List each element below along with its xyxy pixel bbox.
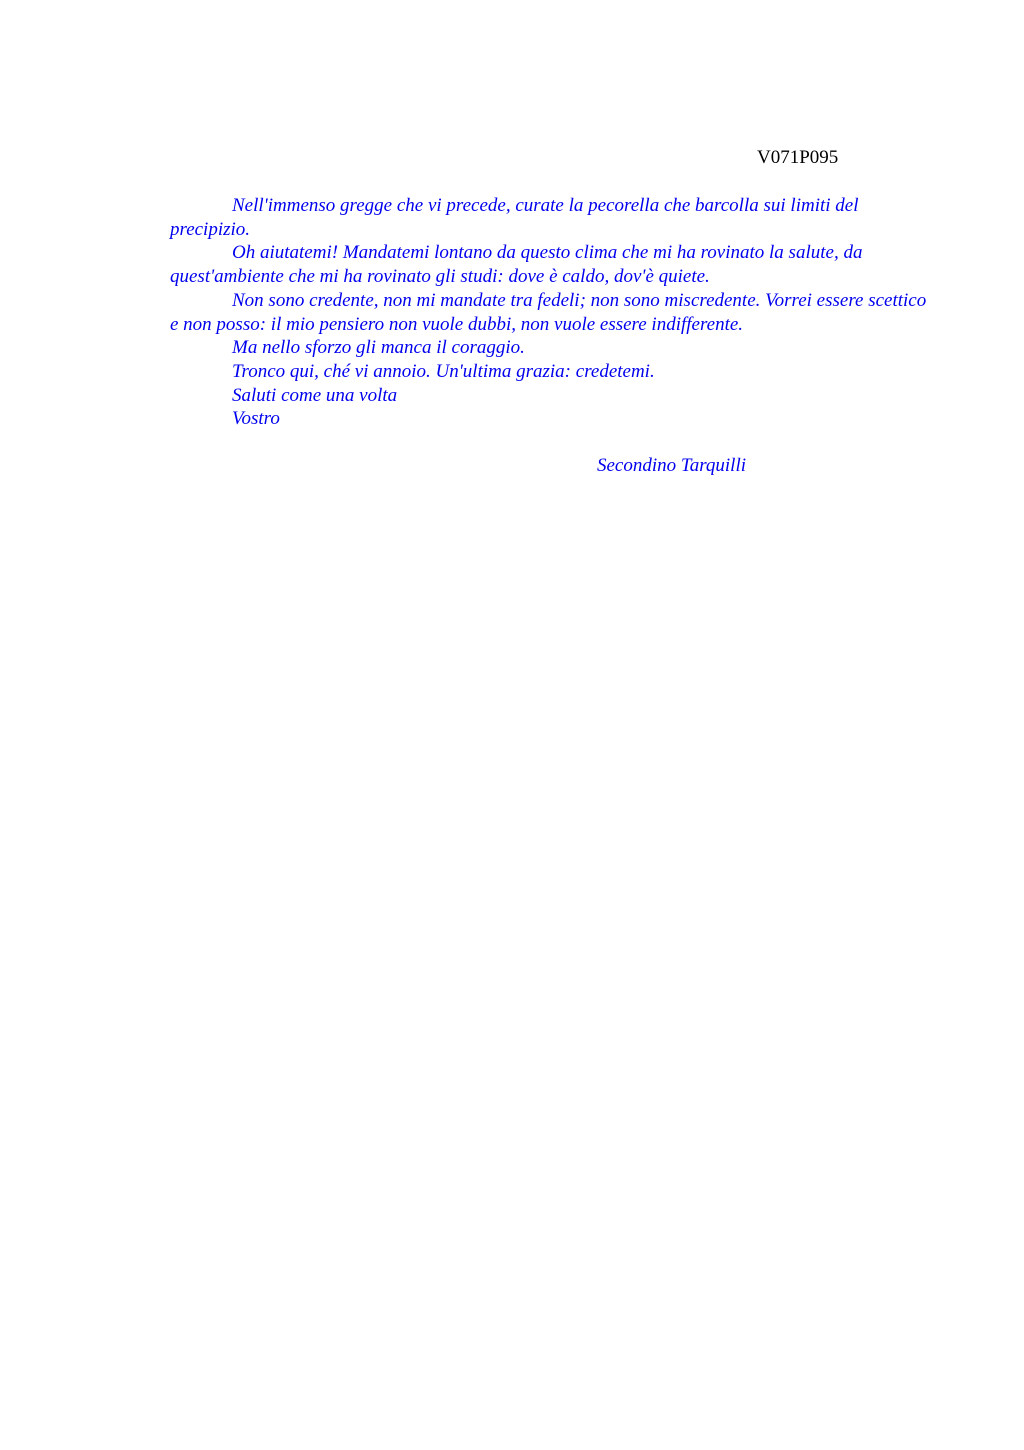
signature: Secondino Tarquilli	[597, 455, 747, 476]
document-id: V071P095	[757, 147, 839, 168]
letter-paragraph: Ma nello sforzo gli manca il coraggio.	[232, 337, 525, 359]
closing-salutation: Saluti come una volta	[232, 384, 398, 406]
letter-body	[170, 194, 930, 431]
letter-paragraph: Oh aiutatemi! Mandatemi lontano da questo clima che mi ha rovinato la salute, da quest'ambiente che mi ha rovinato gli studi: dove è caldo, dov'è quiete.	[170, 242, 863, 288]
letter-paragraph: Tronco qui, ché vi annoio. Un'ultima grazia: credetemi.	[232, 360, 655, 382]
letter-paragraph: Non sono credente, non mi mandate tra fedeli; non sono miscredente. Vorrei essere scettico e non posso: il mio pensiero non vuole dubbi, non vuole essere indifferente.	[170, 289, 927, 335]
closing-vostro: Vostro	[232, 408, 280, 430]
letter-paragraph: Nell'immenso gregge che vi precede, curate la pecorella che barcolla sui limiti del precipizio.	[170, 195, 859, 240]
